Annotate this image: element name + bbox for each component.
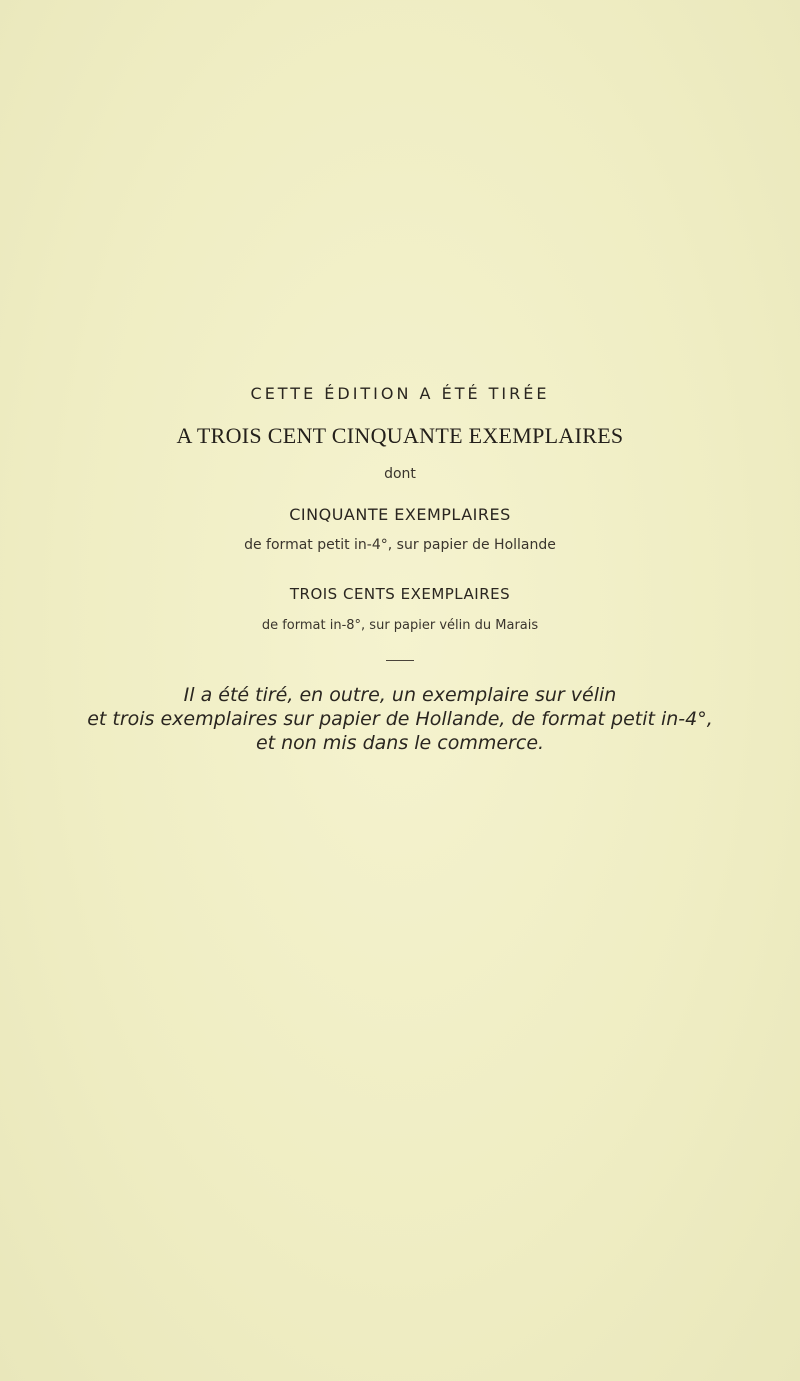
velin-copies-heading: TROIS CENTS EXEMPLAIRES — [289, 585, 511, 603]
note-line-2: et trois exemplaires sur papier de Hollande, de format petit in-4°, — [87, 708, 713, 730]
edition-heading: CETTE ÉDITION A ÉTÉ TIRÉE — [250, 384, 550, 403]
holland-copies-heading: CINQUANTE EXEMPLAIRES — [289, 505, 511, 524]
note-line-3: et non mis dans le commerce. — [255, 732, 545, 754]
dont-label: dont — [384, 466, 416, 482]
velin-copies-description: de format in-8°, sur papier vélin du Marais — [261, 618, 539, 633]
divider — [386, 660, 414, 661]
edition-count: A TROIS CENT CINQUANTE EXEMPLAIRES — [176, 423, 624, 448]
note-line-1: Il a été tiré, en outre, un exemplaire sur vélin — [183, 684, 617, 706]
holland-copies-description: de format petit in-4°, sur papier de Hollande — [244, 537, 556, 553]
